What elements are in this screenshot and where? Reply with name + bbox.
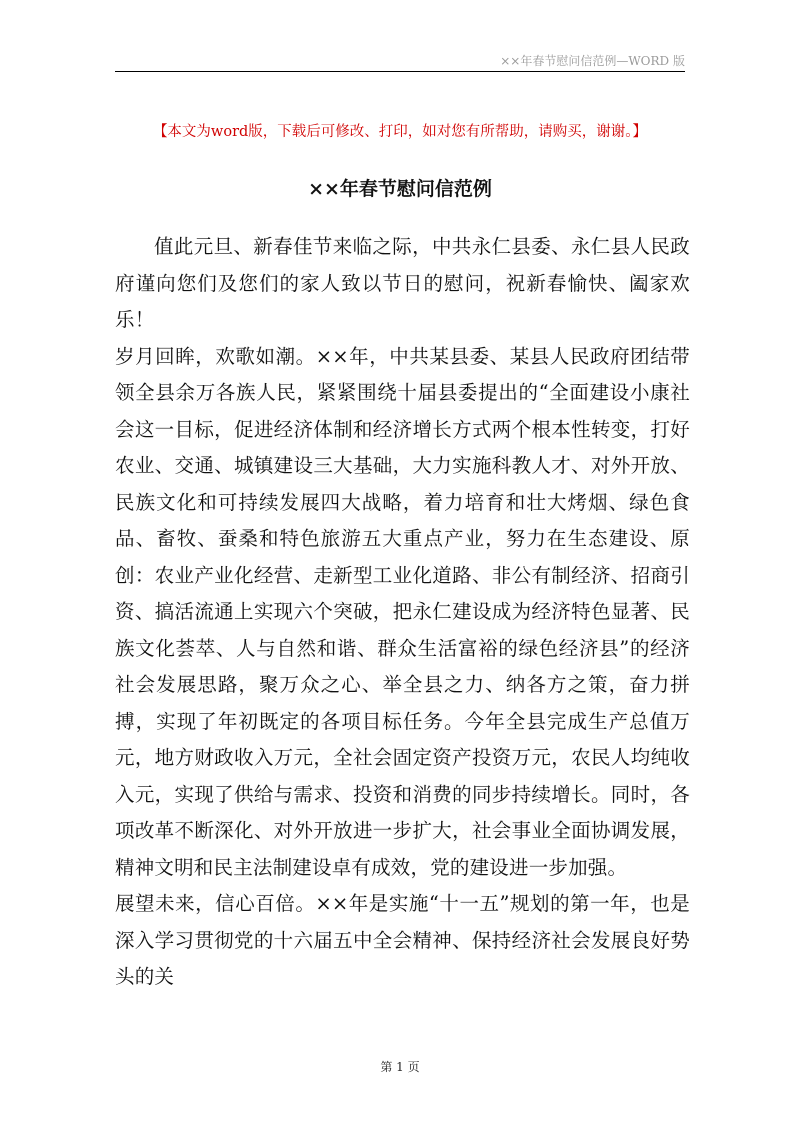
document-body [115, 229, 690, 996]
page-number: 1 [396, 1060, 404, 1074]
document-title: ××年春节慰问信范例 [308, 178, 492, 200]
download-notice: 【本文为word版，下载后可修改、打印，如对您有所帮助，请购买，谢谢。】 [152, 124, 648, 140]
paragraph-outlook: 展望未来，信心百倍。××年是实施“十一五”规划的第一年，也是深入学习贯彻党的十六届五中全会精神、保持经济社会发展良好势头的关 [115, 892, 690, 988]
paragraph-review: 岁月回眸，欢歌如潮。××年，中共某县委、某县人民政府团结带领全县余万各族人民，紧紧围绕十届县委提出的“全面建设小康社会这一目标，促进经济体制和经济增长方式两个根本性转变，打好农业、交通、城镇建设三大基础，大力实施科教人才、对外开放、民族文化和可持续发展四大战略，着力培育和壮大烤烟、绿色食品、畜牧、蚕桑和特色旅游五大重点产业，努力在生态建设、原创：农业产业化经营、走新型工业化道路、非公有制经济、招商引资、搞活流通上实现六个突破，把永仁建设成为经济特色显著、民族文化荟萃、人与自然和谐、群众生活富裕的绿色经济县”的经济社会发展思路，聚万众之心、举全县之力、纳各方之策，奋力拼搏，实现了年初既定的各项目标任务。今年全县完成生产总值万元，地方财政收入万元，全社会固定资产投资万元，农民人均纯收入元，实现了供给与需求、投资和消费的同步持续增长。同时，各项改革不断深化、对外开放进一步扩大，社会事业全面协调发展，精神文明和民主法制建设卓有成效，党的建设进一步加强。 [115, 344, 690, 879]
header-divider [115, 71, 685, 72]
page-header: ××年春节慰问信范例—WORD 版 [500, 54, 685, 68]
page-footer [0, 1058, 800, 1075]
footer-prefix: 第 [380, 1060, 393, 1074]
paragraph-greeting: 值此元旦、新春佳节来临之际，中共永仁县委、永仁县人民政府谨向您们及您们的家人致以节日的慰问，祝新春愉快、阖家欢乐！ [115, 235, 690, 331]
footer-suffix: 页 [407, 1060, 420, 1074]
